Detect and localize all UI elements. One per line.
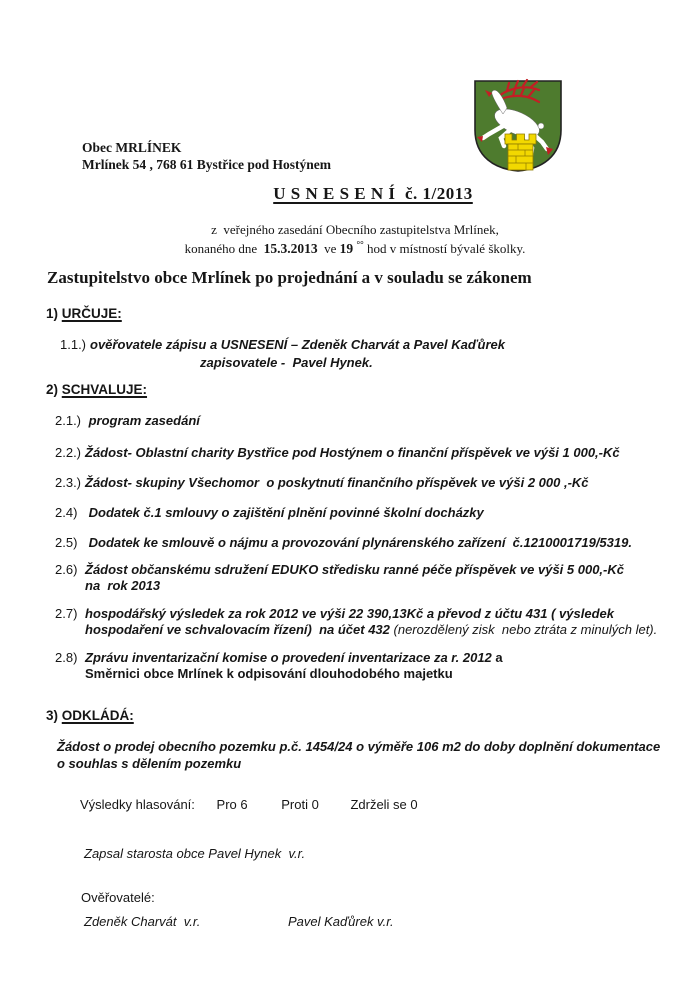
intro-statement: Zastupitelstvo obce Mrlínek po projednání a v souladu se zákonem [47, 268, 532, 287]
item-text-line2: na rok 2013 [85, 578, 161, 593]
item-number: 2.5) [55, 535, 78, 550]
verifiers-label: Ověřovatelé: [81, 890, 155, 905]
meeting-date: 15.3.2013 [263, 241, 318, 256]
document-title: U S N E S E N Í č. 1/2013 [273, 184, 473, 203]
recorded-by: Zapsal starosta obce Pavel Hynek v.r. [84, 846, 306, 861]
voting-results [80, 797, 418, 812]
list-item [55, 562, 695, 594]
list-item [55, 413, 695, 429]
item-text: Zprávu inventarizační komise o provedení inventarizace za r. 2012 [85, 650, 496, 665]
coat-of-arms-graphic [471, 78, 565, 174]
votes-against: Proti 0 [281, 797, 319, 812]
list-item-continuation: zapisovatele - Pavel Hynek. [200, 355, 373, 370]
meeting-line1: z veřejného zasedání Obecního zastupitelstva Mrlínek, [211, 222, 499, 237]
item-text-line2: Směrnici obce Mrlínek k odpisování dlouhodobého majetku [85, 666, 453, 681]
item-number: 2.2.) [55, 445, 82, 460]
section3-heading: 3) ODKLÁDÁ: [46, 708, 134, 723]
item-text: Žádost občanskému sdružení EDUKO středisku ranné péče příspěvek ve výši 5 000,-Kč [85, 562, 624, 577]
item-text: Dodatek ke smlouvě o nájmu a provozování plynárenského zařízení č.1210001719/5319. [85, 535, 632, 550]
meeting-time-sup: °° [356, 239, 364, 250]
verifier-signature-2: Pavel Kaďůrek v.r. [288, 914, 394, 929]
postponed-item: Žádost o prodej obecního pozemku p.č. 1454/24 o výměře 106 m2 do doby doplnění dokumentace o souhlas s dělením pozemku [57, 739, 661, 771]
meeting-info [0, 220, 700, 258]
coat-of-arms [471, 78, 565, 174]
item-text: program zasedání [85, 413, 200, 428]
list-item [55, 475, 695, 491]
item-text: Žádost- skupiny Všechomor o poskytnutí finančního příspěvek ve výši 2 000 ,-Kč [85, 475, 589, 490]
item-text-line2: hospodaření ve schvalovacím řízení) na účet 432 (nerozdělený zisk nebo ztráta z minulých let). [85, 622, 658, 637]
item-number: 2.6) [55, 562, 78, 577]
item-number: 2.1.) [55, 413, 82, 428]
list-item [55, 535, 695, 551]
list-item [55, 606, 695, 638]
votes-abstained: Zdrželi se 0 [350, 797, 418, 812]
votes-for: Pro 6 [216, 797, 248, 812]
voting-label: Výsledky hlasování: [80, 797, 195, 812]
item-number: 2.4) [55, 505, 78, 520]
section2-heading: 2) SCHVALUJE: [46, 382, 148, 397]
section1-heading: 1) URČUJE: [46, 306, 122, 321]
org-header [82, 139, 331, 173]
item-note: (nerozdělený zisk nebo ztráta z minulých let). [393, 622, 658, 637]
item-number: 1.1.) [60, 337, 90, 352]
org-address: Mrlínek 54 , 768 61 Bystřice pod Hostýnem [82, 157, 331, 172]
item-text: hospodářský výsledek za rok 2012 ve výši 22 390,13Kč a převod z účtu 431 ( výsledek [85, 606, 614, 621]
meeting-time: 19 [339, 241, 357, 256]
org-name: Obec MRLÍNEK [82, 140, 182, 155]
item-number: 2.8) [55, 650, 78, 665]
item-number: 2.3.) [55, 475, 82, 490]
item-number: 2.7) [55, 606, 78, 621]
item-text: Žádost- Oblastní charity Bystřice pod Hostýnem o finanční příspěvek ve výši 1 000,-Kč [85, 445, 620, 460]
list-item [60, 337, 700, 353]
item-text: ověřovatele zápisu a USNESENÍ – Zdeněk Charvát a Pavel Kaďůrek [90, 337, 505, 352]
list-item: 2.8) Zprávu inventarizační komise o provedení inventarizace za r. 2012 a Směrnici obce Mrlínek k odpisování dlouhodobého majetku [55, 650, 695, 682]
meeting-line2: konaného dne 15.3.2013 ve 19 °° hod v místností bývalé školky. [184, 239, 526, 256]
list-item [55, 445, 695, 461]
verifier-signature-1: Zdeněk Charvát v.r. [84, 914, 201, 929]
list-item [55, 505, 695, 521]
item-text: Dodatek č.1 smlouvy o zajištění plnění povinné školní docházky [85, 505, 484, 520]
tower [505, 134, 536, 170]
